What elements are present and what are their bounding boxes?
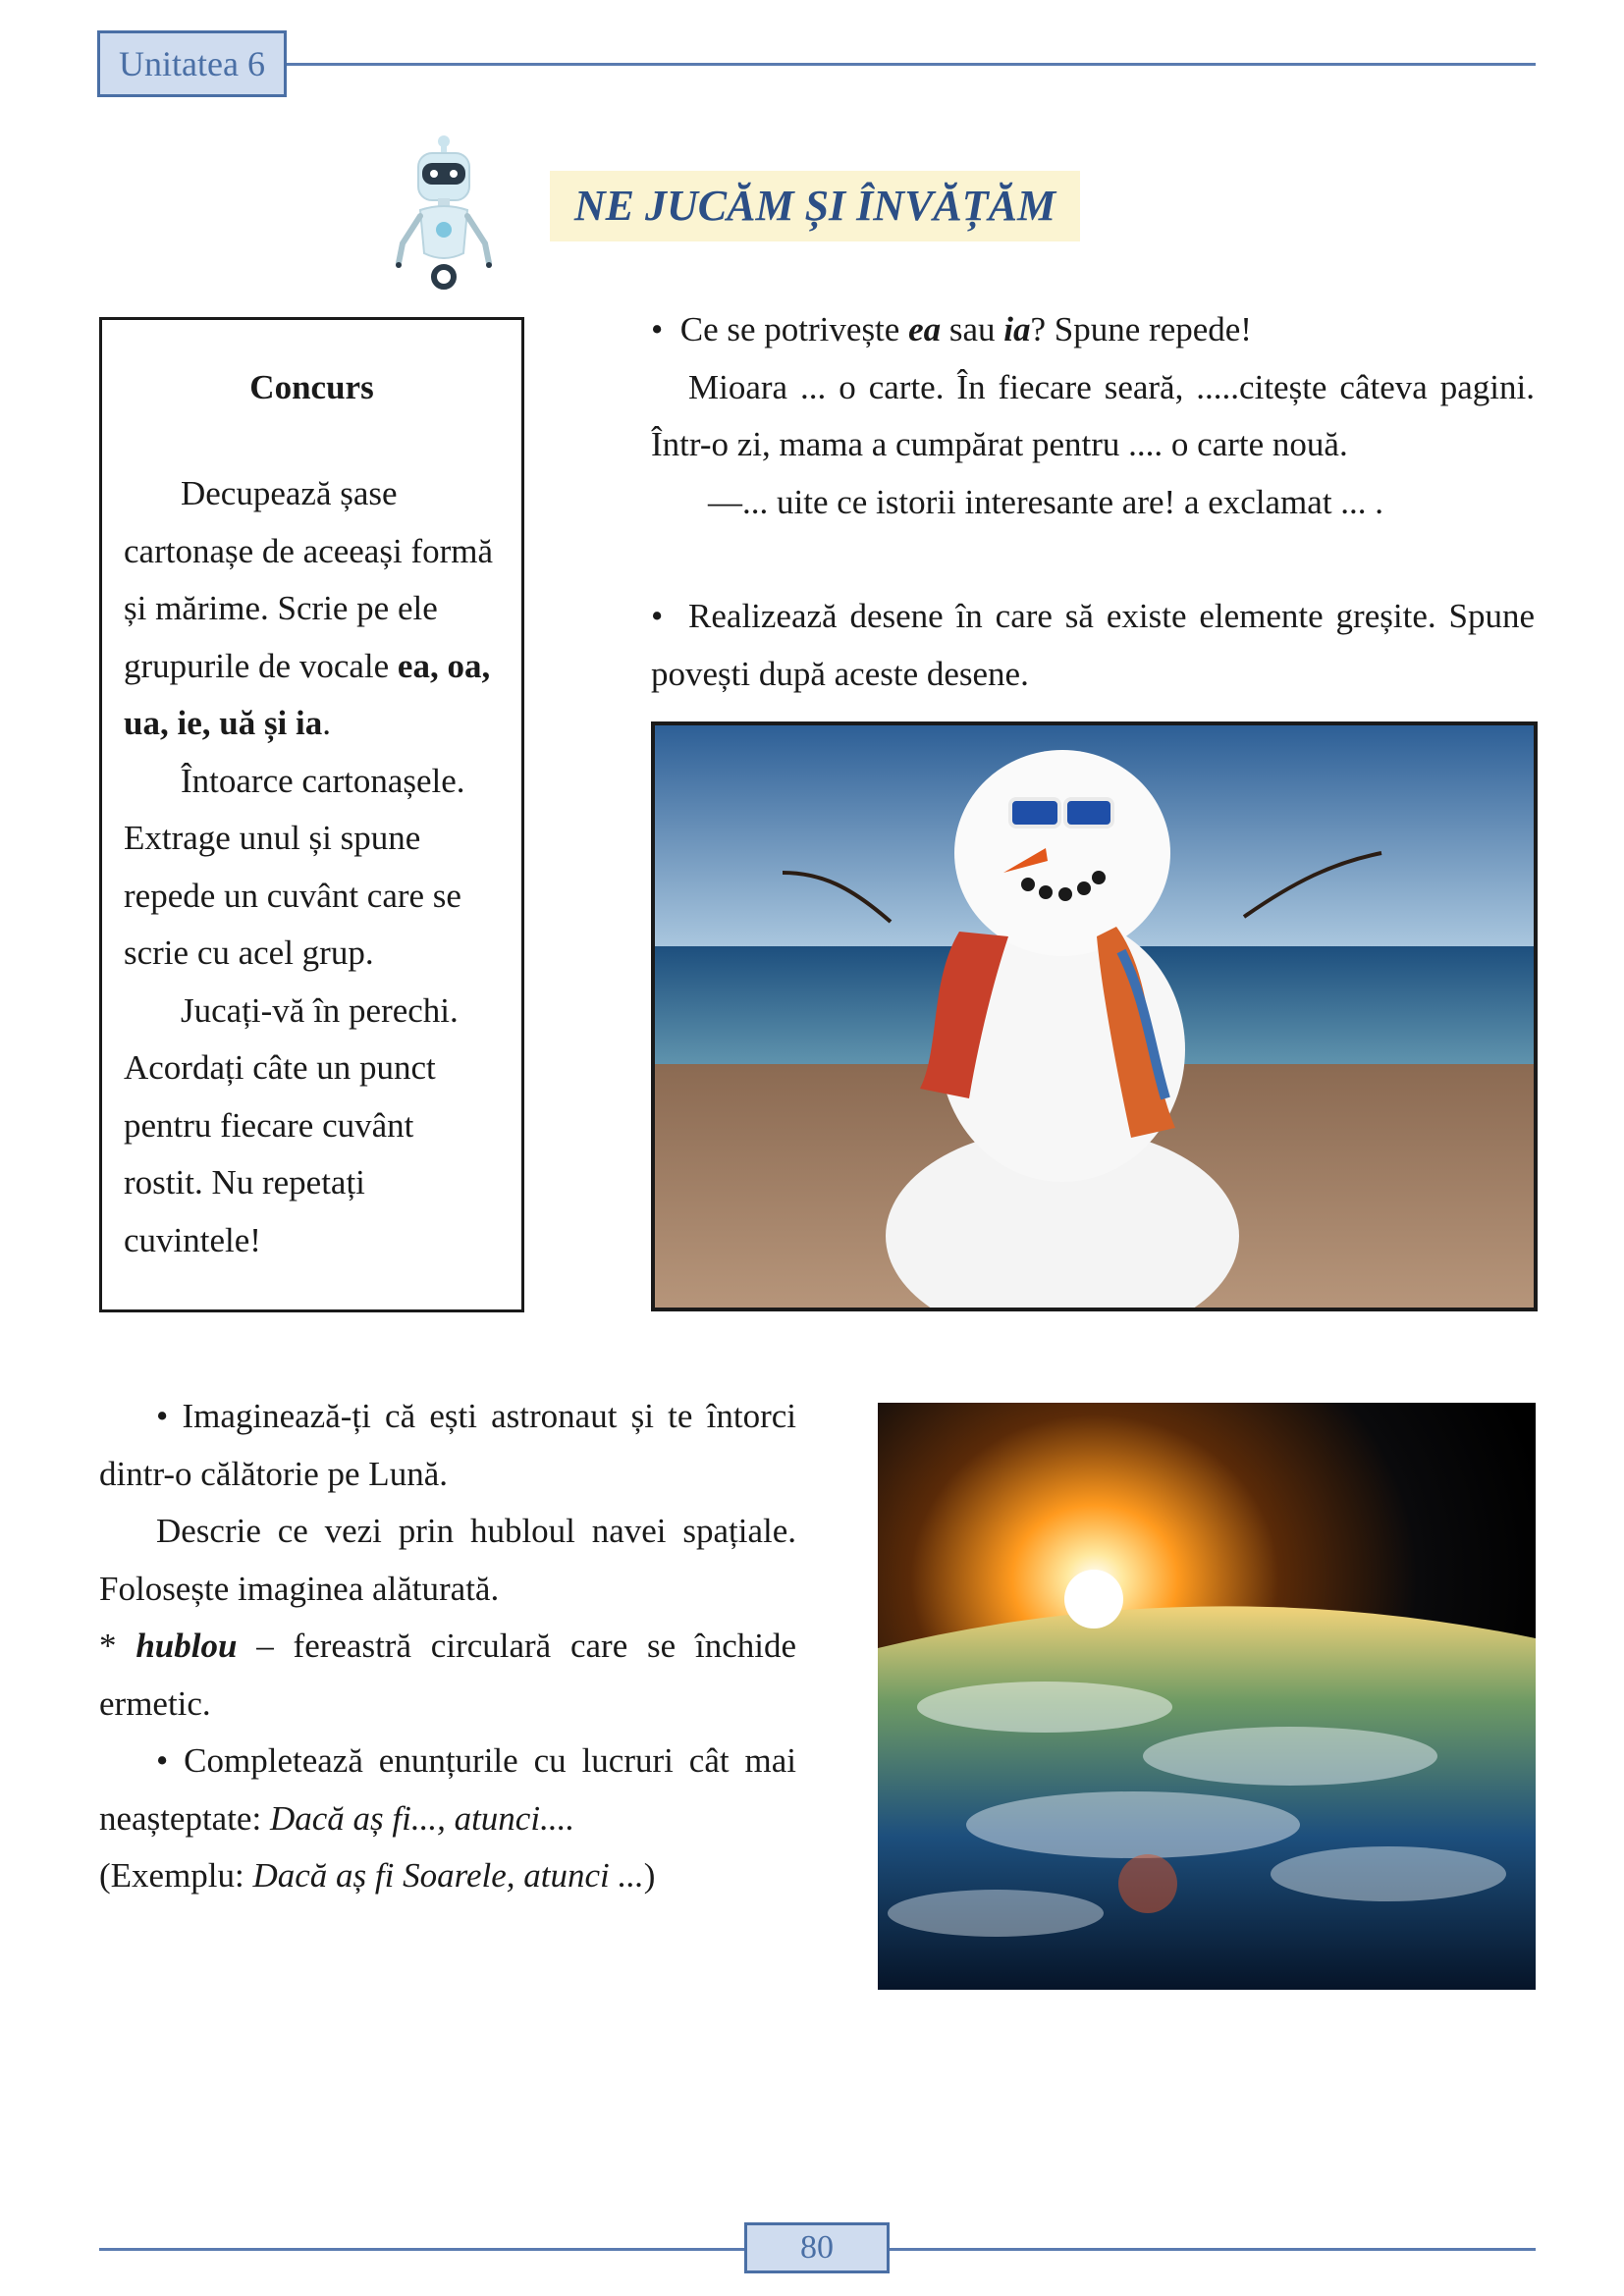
contest-paragraph: Întoarce cartonașele. Extrage unul și spune repede un cuvânt care se scrie cu acel grup. [124, 761, 465, 972]
exercise-column [651, 301, 1535, 703]
drawing-exercise: • Realizează desene în care să existe elemente greșite. Spune povești după aceste desene. [651, 597, 1535, 693]
header-rule [287, 63, 1536, 66]
contest-box [99, 317, 524, 1312]
unit-label: Unitatea 6 [97, 30, 287, 97]
contest-paragraph: Decupează șase cartonașe de aceeași formă și mărime. Scrie pe ele grupurile de vocale ea, oa, ua, ie, uă și ia. [124, 474, 494, 742]
contest-title: Concurs [249, 368, 374, 406]
exercise-paragraph: Descrie ce vezi prin hubloul navei spațiale. Folosește imaginea alăturată. [99, 1512, 796, 1608]
robot-icon [389, 133, 499, 293]
vowel-groups: ea, oa, ua, ie, uă și ia [124, 646, 491, 742]
fill-in-text: Mioara ... o carte. În fiecare seară, .....citește câteva pagini. Într-o zi, mama a cumpărat pentru .... o carte nouă. [651, 367, 1535, 463]
glossary-note: * hublou – fereastră circulară care se închide ermetic. [99, 1627, 797, 1723]
fill-in-dialogue: —... uite ce istorii interesante are! a exclamat ... . [708, 482, 1384, 521]
page-number: 80 [744, 2222, 890, 2273]
astronaut-exercise [99, 1388, 796, 1905]
glossary-term: hublou [135, 1627, 238, 1665]
exercise-question: • Ce se potrivește ea sau ia? Spune repede! [651, 310, 1252, 348]
snowman-beach-photo [651, 721, 1538, 1311]
footer-rule [99, 2248, 744, 2251]
earth-sunrise-photo [878, 1403, 1536, 1990]
footer-rule [890, 2248, 1536, 2251]
exercise-paragraph: • Imaginează-ți că ești astronaut și te întorci dintr-o călătorie pe Lună. [99, 1397, 796, 1493]
section-title: NE JUCĂM ȘI ÎNVĂȚĂM [550, 171, 1080, 241]
exercise-paragraph: • Completează enunțurile cu lucruri cât mai neașteptate: Dacă aș fi..., atunci.... [99, 1741, 796, 1838]
example-line: (Exemplu: Dacă aș fi Soarele, atunci ...) [99, 1856, 656, 1895]
contest-paragraph: Jucați-vă în perechi. Acordați câte un punct pentru fiecare cuvânt rostit. Nu repetați cuvintele! [124, 990, 459, 1259]
